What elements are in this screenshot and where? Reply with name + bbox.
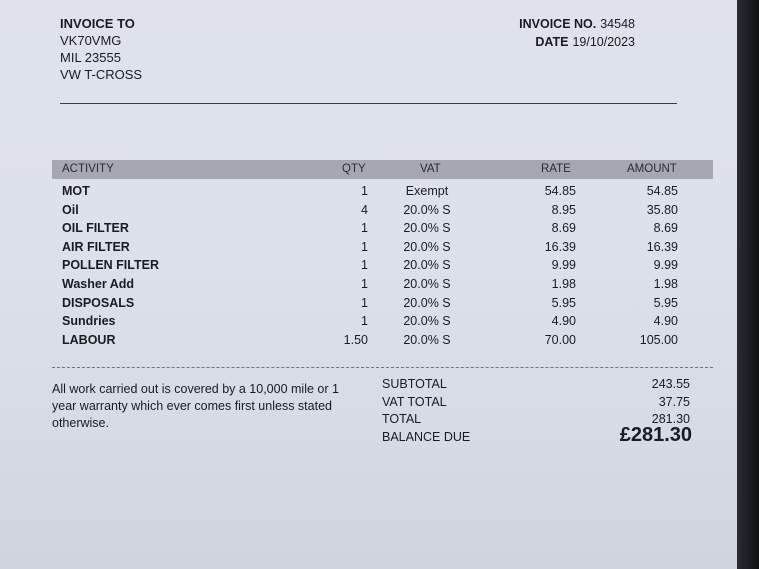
item-amount: 8.69 (653, 221, 678, 236)
header-vat: VAT (420, 163, 441, 175)
invoice-to-heading: INVOICE TO (60, 16, 135, 31)
table-row (0, 294, 737, 313)
item-qty: 4 (361, 202, 368, 217)
item-rate: 8.95 (551, 202, 576, 217)
subtotal-row (382, 377, 696, 395)
table-row (0, 312, 737, 331)
item-rate: 4.90 (551, 314, 576, 329)
table-row (0, 331, 737, 350)
item-vat: 20.0% S (403, 276, 451, 291)
item-activity: MOT (62, 184, 90, 198)
item-qty: 1 (361, 295, 368, 310)
table-row (0, 275, 737, 294)
invoice-meta (460, 15, 635, 51)
total-label: TOTAL (382, 412, 422, 426)
item-qty: 1 (361, 184, 368, 198)
item-amount: 35.80 (646, 202, 678, 217)
item-activity: POLLEN FILTER (62, 258, 159, 273)
invoice-date-label: DATE (535, 35, 569, 49)
balance-due-label: BALANCE DUE (382, 429, 471, 444)
invoice-date: 19/10/2023 (572, 35, 635, 49)
item-rate: 1.98 (551, 276, 576, 291)
item-activity: OIL FILTER (62, 221, 129, 236)
table-row (0, 256, 737, 275)
item-vat: 20.0% S (403, 239, 451, 254)
item-qty: 1 (361, 314, 368, 329)
item-amount: 105.00 (639, 332, 678, 347)
item-amount: 1.98 (653, 276, 678, 291)
table-row (0, 238, 737, 257)
item-qty: 1 (361, 258, 368, 273)
item-vat: 20.0% S (403, 258, 451, 273)
subtotal-label: SUBTOTAL (382, 377, 447, 391)
header-qty: QTY (342, 163, 366, 175)
subtotal-value: 243.55 (651, 377, 690, 391)
vehicle-model: VW T-CROSS (60, 67, 143, 82)
item-amount: 54.85 (646, 184, 678, 198)
balance-due-row (382, 423, 696, 448)
item-activity: LABOUR (62, 332, 116, 347)
item-vat: 20.0% S (403, 221, 451, 236)
invoice-date-line (460, 33, 635, 51)
item-rate: 70.00 (544, 332, 576, 347)
table-row (0, 182, 737, 201)
header-amount: AMOUNT (627, 163, 677, 175)
item-amount: 5.95 (653, 295, 678, 310)
vehicle-mileage: MIL 23555 (60, 50, 121, 65)
line-items (0, 182, 737, 349)
warranty-note: All work carried out is covered by a 10,000 mile or 1 year warranty which ever comes first unless stated otherwise. (52, 382, 339, 430)
item-qty: 1 (361, 239, 368, 254)
background-edge (737, 0, 759, 569)
vehicle-registration: VK70VMG (60, 33, 122, 48)
vat-total-value: 37.75 (658, 394, 690, 409)
table-header (52, 160, 713, 179)
item-amount: 9.99 (653, 258, 678, 273)
item-qty: 1.50 (343, 332, 368, 347)
invoice-number-label: INVOICE NO. (519, 17, 597, 31)
vat-total-row (382, 395, 696, 413)
header-rate: RATE (541, 163, 571, 175)
item-qty: 1 (361, 221, 368, 236)
item-vat: 20.0% S (403, 202, 451, 217)
totals-block (382, 377, 696, 447)
invoice-number: 34548 (600, 17, 635, 31)
total-value: 281.30 (651, 412, 690, 426)
item-rate: 9.99 (551, 258, 576, 273)
item-rate: 5.95 (551, 295, 576, 310)
table-row (0, 219, 737, 238)
header-activity: ACTIVITY (62, 163, 114, 175)
item-activity: Oil (62, 202, 79, 217)
item-vat: 20.0% S (403, 295, 451, 310)
item-rate: 8.69 (551, 221, 576, 236)
table-row (0, 201, 737, 220)
item-rate: 16.39 (544, 239, 576, 254)
invoice-number-line (460, 15, 635, 33)
totals-divider (52, 367, 713, 368)
item-activity: AIR FILTER (62, 239, 130, 254)
header-divider (60, 103, 677, 104)
item-vat: 20.0% S (403, 314, 451, 329)
item-rate: 54.85 (544, 184, 576, 198)
item-amount: 16.39 (646, 239, 678, 254)
item-vat: Exempt (405, 184, 449, 198)
item-amount: 4.90 (653, 314, 678, 329)
item-qty: 1 (361, 276, 368, 291)
balance-due-value: £281.30 (619, 423, 692, 446)
invoice-to-block (60, 15, 142, 83)
item-activity: Sundries (62, 314, 116, 329)
vat-total-label: VAT TOTAL (382, 394, 447, 409)
item-activity: DISPOSALS (62, 295, 135, 310)
item-activity: Washer Add (62, 276, 134, 291)
item-vat: 20.0% S (403, 332, 451, 347)
